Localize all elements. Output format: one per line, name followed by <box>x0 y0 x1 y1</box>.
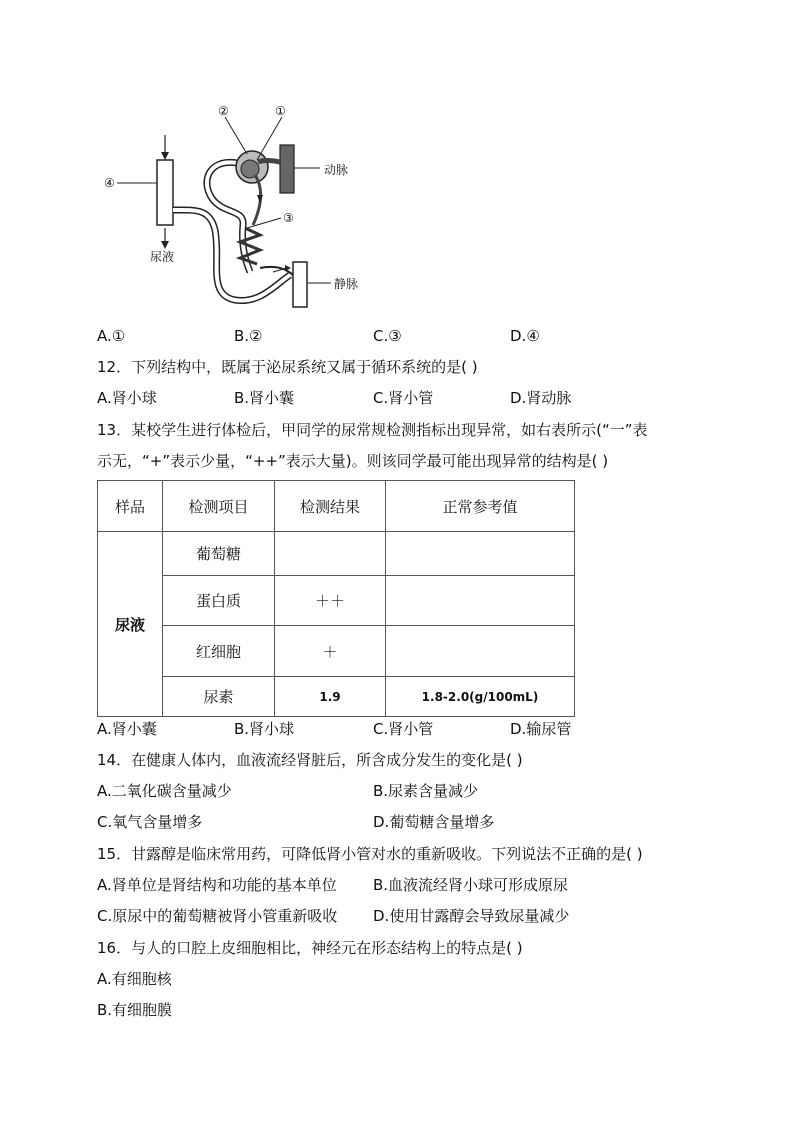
q16-option-b: B.有细胞膜 <box>97 1001 173 1019</box>
table-row-reference <box>386 576 575 626</box>
table-row-result: ＋ <box>275 626 386 677</box>
figure-label-vein: 静脉 <box>334 277 359 291</box>
q16-stem: 16．与人的口腔上皮细胞相比，神经元在形态结构上的特点是( ) <box>97 939 523 957</box>
q13-option-c: C.肾小管 <box>373 720 434 738</box>
q12-option-b: B.肾小囊 <box>234 389 295 407</box>
figure-label-4: ④ <box>104 176 115 190</box>
table-row-reference <box>386 626 575 677</box>
q12-option-c: C.肾小管 <box>373 389 434 407</box>
table-header-sample: 样品 <box>98 481 163 532</box>
q15-option-a: A.肾单位是肾结构和功能的基本单位 <box>97 876 337 894</box>
q13-option-a: A.肾小囊 <box>97 720 157 738</box>
table-header-result: 检测结果 <box>275 481 386 532</box>
q14-stem: 14．在健康人体内，血液流经肾脏后，所含成分发生的变化是( ) <box>97 751 523 769</box>
q14-option-c: C.氧气含量增多 <box>97 813 203 831</box>
q13-option-b: B.肾小球 <box>234 720 295 738</box>
table-header-reference: 正常参考值 <box>386 481 575 532</box>
figure-label-2: ② <box>218 104 229 118</box>
q13-option-d: D.输尿管 <box>510 720 572 738</box>
q15-option-d: D.使用甘露醇会导致尿量减少 <box>373 907 570 925</box>
q14-option-d: D.葡萄糖含量增多 <box>373 813 495 831</box>
table-row-item: 尿素 <box>163 677 275 717</box>
q11-option-a: A.① <box>97 327 126 345</box>
q16-option-a: A.有细胞核 <box>97 970 172 988</box>
table-sample-cell: 尿液 <box>98 532 163 717</box>
table-row-reference: 1.8-2.0(g/100mL) <box>386 677 575 717</box>
q14-option-a: A.二氧化碳含量减少 <box>97 782 232 800</box>
q12-option-a: A.肾小球 <box>97 389 157 407</box>
figure-label-1: ① <box>275 104 286 118</box>
table-row-item: 葡萄糖 <box>163 532 275 576</box>
table-row-reference <box>386 532 575 576</box>
table-row-item: 红细胞 <box>163 626 275 677</box>
q12-option-d: D.肾动脉 <box>510 389 572 407</box>
q15-option-b: B.血液流经肾小球可形成原尿 <box>373 876 569 894</box>
q11-option-c: C.③ <box>373 327 402 345</box>
q12-stem: 12．下列结构中，既属于泌尿系统又属于循环系统的是( ) <box>97 358 478 376</box>
q15-option-c: C.原尿中的葡萄糖被肾小管重新吸收 <box>97 907 338 925</box>
urine-test-table <box>97 480 575 717</box>
q11-option-b: B.② <box>234 327 263 345</box>
figure-label-urine: 尿液 <box>150 250 175 264</box>
q13-stem-line1: 13．某校学生进行体检后，甲同学的尿常规检测指标出现异常，如右表所示(“一”表 <box>97 421 648 439</box>
table-row-result <box>275 532 386 576</box>
q11-option-d: D.④ <box>510 327 540 345</box>
q13-stem-line2: 示无，“+”表示少量，“++”表示大量)。则该同学最可能出现异常的结构是( ) <box>97 452 609 470</box>
figure-label-artery: 动脉 <box>324 163 349 177</box>
table-row-result: 1.9 <box>275 677 386 717</box>
nephron-diagram <box>95 100 375 320</box>
q15-stem: 15．甘露醇是临床常用药，可降低肾小管对水的重新吸收。下列说法不正确的是( ) <box>97 845 643 863</box>
table-row-result: ＋＋ <box>275 576 386 626</box>
table-row-item: 蛋白质 <box>163 576 275 626</box>
table-header-item: 检测项目 <box>163 481 275 532</box>
figure-label-3: ③ <box>283 211 294 225</box>
q14-option-b: B.尿素含量减少 <box>373 782 479 800</box>
